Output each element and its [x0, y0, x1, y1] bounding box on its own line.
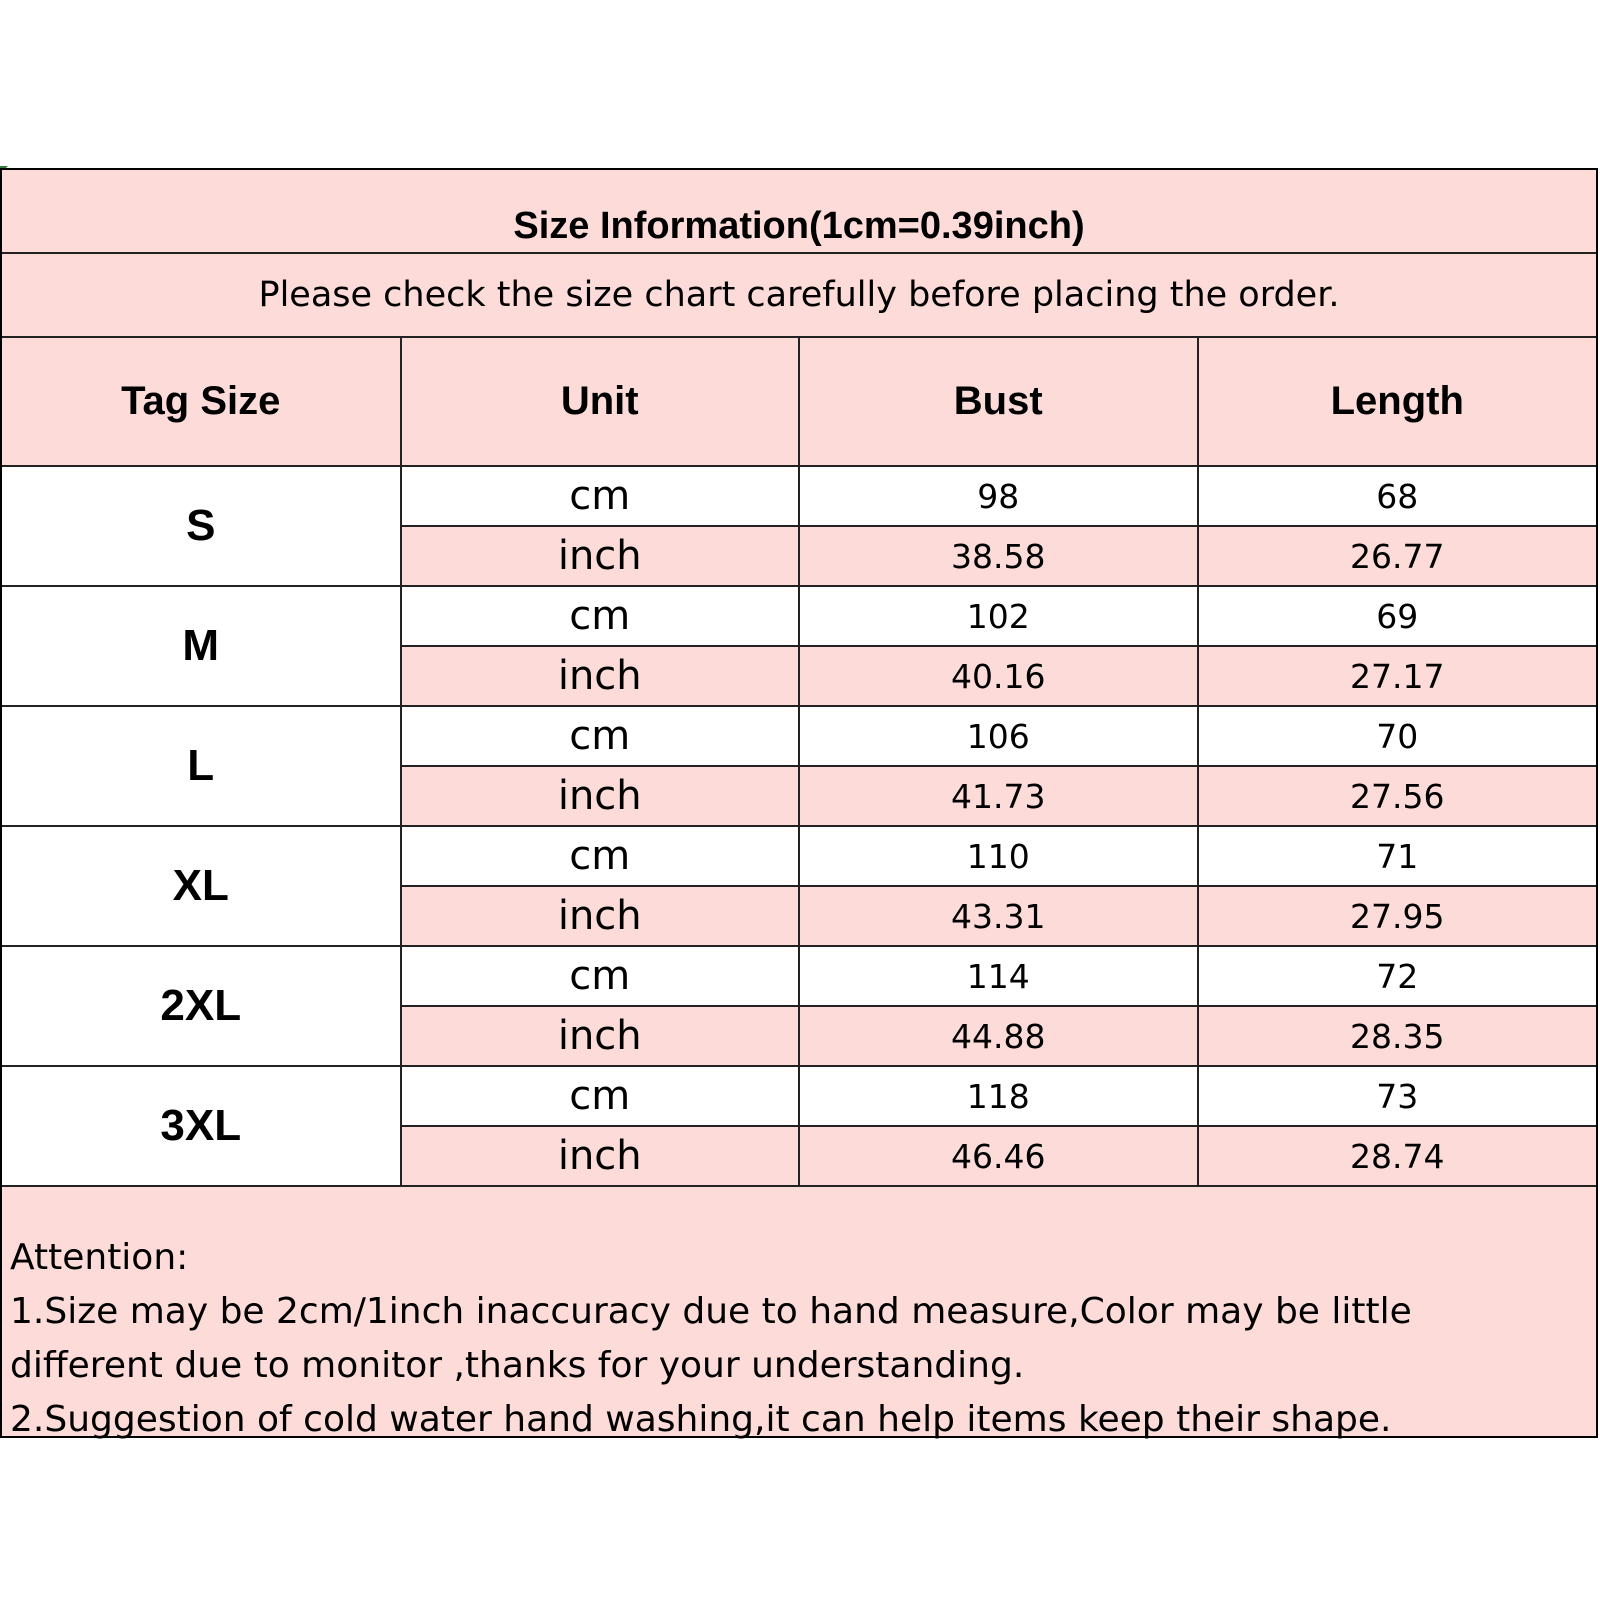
attention-line: 1.Size may be 2cm/1inch inaccuracy due to hand measure,Color may be little	[10, 1291, 1412, 1332]
length-cell: 28.74	[1198, 1126, 1597, 1186]
length-cell: 73	[1198, 1066, 1597, 1126]
length-cell: 69	[1198, 586, 1597, 646]
bust-cell: 40.16	[799, 646, 1198, 706]
length-cell: 27.95	[1198, 886, 1597, 946]
unit-cell: cm	[401, 946, 800, 1006]
length-cell: 71	[1198, 826, 1597, 886]
tag-size-cell: 3XL	[2, 1066, 401, 1186]
bust-cell: 110	[799, 826, 1198, 886]
length-cell: 70	[1198, 706, 1597, 766]
size-row-cm	[2, 826, 1596, 886]
attention-heading: Attention:	[10, 1237, 189, 1278]
size-chart-title: Size Information(1cm=0.39inch)	[2, 170, 1596, 254]
bust-cell: 114	[799, 946, 1198, 1006]
length-cell: 27.17	[1198, 646, 1597, 706]
size-table	[2, 338, 1596, 1187]
unit-cell: inch	[401, 886, 800, 946]
bust-cell: 106	[799, 706, 1198, 766]
unit-cell: inch	[401, 646, 800, 706]
tag-size-cell: 2XL	[2, 946, 401, 1066]
unit-cell: inch	[401, 1126, 800, 1186]
unit-cell: inch	[401, 1006, 800, 1066]
length-cell: 26.77	[1198, 526, 1597, 586]
tag-size-cell: S	[2, 466, 401, 586]
attention-note	[2, 1185, 1596, 1440]
bust-cell: 98	[799, 466, 1198, 526]
bust-cell: 118	[799, 1066, 1198, 1126]
tag-size-cell: XL	[2, 826, 401, 946]
size-chart	[0, 168, 1598, 1438]
unit-cell: cm	[401, 706, 800, 766]
bust-cell: 102	[799, 586, 1198, 646]
header-unit: Unit	[401, 338, 800, 466]
header-length: Length	[1198, 338, 1597, 466]
order-notice: Please check the size chart carefully before placing the order.	[2, 254, 1596, 338]
header-bust: Bust	[799, 338, 1198, 466]
size-row-cm	[2, 1066, 1596, 1126]
header-tag-size: Tag Size	[2, 338, 401, 466]
bust-cell: 41.73	[799, 766, 1198, 826]
size-row-cm	[2, 466, 1596, 526]
length-cell: 27.56	[1198, 766, 1597, 826]
size-row-cm	[2, 946, 1596, 1006]
header-row	[2, 338, 1596, 466]
unit-cell: cm	[401, 826, 800, 886]
unit-cell: cm	[401, 1066, 800, 1126]
tag-size-cell: L	[2, 706, 401, 826]
size-row-cm	[2, 706, 1596, 766]
tag-size-cell: M	[2, 586, 401, 706]
bust-cell: 38.58	[799, 526, 1198, 586]
bust-cell: 44.88	[799, 1006, 1198, 1066]
length-cell: 72	[1198, 946, 1597, 1006]
size-row-cm	[2, 586, 1596, 646]
bust-cell: 43.31	[799, 886, 1198, 946]
length-cell: 68	[1198, 466, 1597, 526]
unit-cell: cm	[401, 586, 800, 646]
bust-cell: 46.46	[799, 1126, 1198, 1186]
unit-cell: inch	[401, 526, 800, 586]
length-cell: 28.35	[1198, 1006, 1597, 1066]
unit-cell: cm	[401, 466, 800, 526]
unit-cell: inch	[401, 766, 800, 826]
attention-line: 2.Suggestion of cold water hand washing,it can help items keep their shape.	[10, 1399, 1392, 1440]
attention-line: different due to monitor ,thanks for your understanding.	[10, 1345, 1025, 1386]
